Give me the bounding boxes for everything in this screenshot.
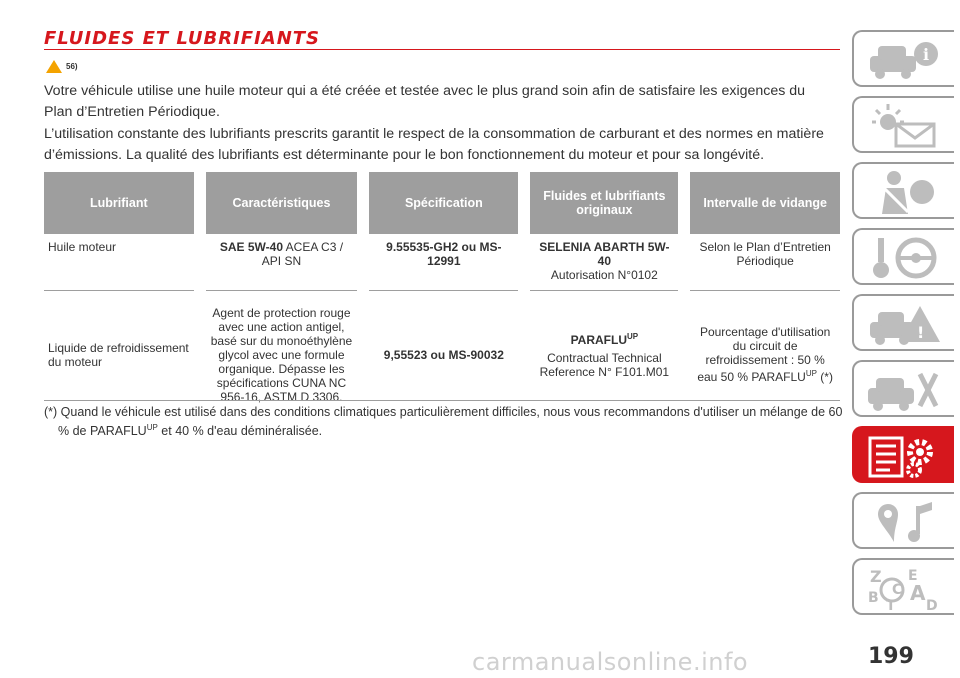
original-fluid-sup: UP <box>627 332 639 341</box>
col-header-lubricant: Lubrifiant <box>44 172 200 234</box>
cell-original-fluid <box>524 234 684 291</box>
cell-interval: Selon le Plan d’Entretien Périodique <box>684 234 840 291</box>
table-header-row <box>44 172 840 234</box>
svg-text:D: D <box>926 598 938 612</box>
intro-paragraph-2: L’utilisation constante des lubrifiants prescrits garantit le respect de la consommation de carburant et des normes en matière d’émissions. La qualité des lubrifiants est déterminante pour le bon fonctionnement du moteur et pour sa longévité. <box>44 126 824 163</box>
svg-text:B: B <box>868 590 879 606</box>
cell-characteristics: Agent de protection rouge avec une action antigel, basé sur du monoéthylène glycol avec une formule organique. Dépasse les spécifications CUNA NC 956-16, ASTM D 3306. <box>200 291 364 417</box>
sidebar-tab-specifications[interactable] <box>852 426 954 483</box>
accident-icon <box>864 300 944 348</box>
cell-specification: 9,55523 ou MS-90032 <box>363 291 524 417</box>
footnote-sup: UP <box>146 423 158 432</box>
sidebar-tab-key-steering[interactable] <box>852 228 954 285</box>
char-grade: SAE 5W-40 <box>219 240 283 254</box>
warning-ref-number: 56) <box>66 62 78 71</box>
seatbelt-airbag-icon <box>864 168 944 216</box>
sidebar-tab-car-service[interactable] <box>852 360 954 417</box>
cell-characteristics <box>200 234 364 291</box>
table-row <box>44 234 840 291</box>
specifications-gear-icon <box>864 432 944 480</box>
title-divider <box>44 49 840 50</box>
col-header-specification: Spécification <box>363 172 524 234</box>
sidebar-tab-index[interactable] <box>852 558 954 615</box>
interval-note: (*) <box>816 370 833 384</box>
key-steering-icon <box>864 234 944 282</box>
warning-reference <box>46 60 78 73</box>
car-info-icon <box>864 36 944 84</box>
svg-text:C: C <box>892 582 903 598</box>
svg-text:i: i <box>923 45 930 64</box>
col-header-characteristics: Caractéristiques <box>200 172 364 234</box>
col-header-original-fluids: Fluides et lubrifiants originaux <box>524 172 684 234</box>
page-number: 199 <box>868 644 914 669</box>
col-header-interval: Intervalle de vidange <box>684 172 840 234</box>
car-service-icon <box>864 366 944 414</box>
interval-sup: UP <box>805 369 817 378</box>
cell-original-fluid <box>524 291 684 417</box>
table-bottom-rule <box>44 400 840 401</box>
interval-text: Pourcentage d'utilisation du circuit de refroidissement : 50 % eau 50 % PARAFLU <box>697 325 831 384</box>
original-fluid-name: PARAFLU <box>570 333 627 347</box>
original-fluid-ref: Contractual Technical Reference N° F101.M01 <box>539 351 670 379</box>
svg-text:T: T <box>886 598 896 612</box>
original-fluid-name: SELENIA ABARTH 5W-40 <box>539 240 670 268</box>
cell-specification: 9.55535-GH2 ou MS-12991 <box>363 234 524 291</box>
footnote-end: et 40 % d'eau déminéralisée. <box>157 424 323 439</box>
svg-text:E: E <box>908 568 918 584</box>
page-title: FLUIDES ET LUBRIFIANTS <box>44 28 321 49</box>
original-fluid-auth: Autorisation N°0102 <box>550 268 658 282</box>
svg-text:A: A <box>910 581 926 605</box>
svg-text:Z: Z <box>870 567 882 586</box>
sidebar-tab-accident[interactable] <box>852 294 954 351</box>
index-letters-icon <box>864 564 944 612</box>
footnote <box>44 404 848 439</box>
warning-lights-icon <box>864 102 944 150</box>
cell-lubricant: Huile moteur <box>44 234 200 291</box>
table-row <box>44 291 840 417</box>
sidebar-tab-seatbelt-airbag[interactable] <box>852 162 954 219</box>
svg-text:!: ! <box>917 323 925 342</box>
sidebar-tab-car-info[interactable] <box>852 30 954 87</box>
watermark: carmanualsonline.info <box>472 648 749 676</box>
warning-triangle-icon <box>46 60 62 73</box>
footnote-text: (*) Quand le véhicule est utilisé dans des conditions climatiques particulièrement difficiles, nous vous recommandons d'utiliser un mélange de 60 % de PARAFLU <box>44 405 843 439</box>
multimedia-icon <box>864 498 944 546</box>
sidebar-tab-multimedia[interactable] <box>852 492 954 549</box>
cell-lubricant: Liquide de refroidissement du moteur <box>44 291 200 417</box>
cell-interval <box>684 291 840 417</box>
intro-paragraph-1: Votre véhicule utilise une huile moteur qui a été créée et testée avec le plus grand soin afin de satisfaire les exigences du Plan d’Entretien Périodique. <box>44 83 806 120</box>
char-standards: ACEA C3 / API SN <box>261 240 344 268</box>
lubricants-table <box>44 172 840 416</box>
sidebar-tab-warning-lights[interactable] <box>852 96 954 153</box>
